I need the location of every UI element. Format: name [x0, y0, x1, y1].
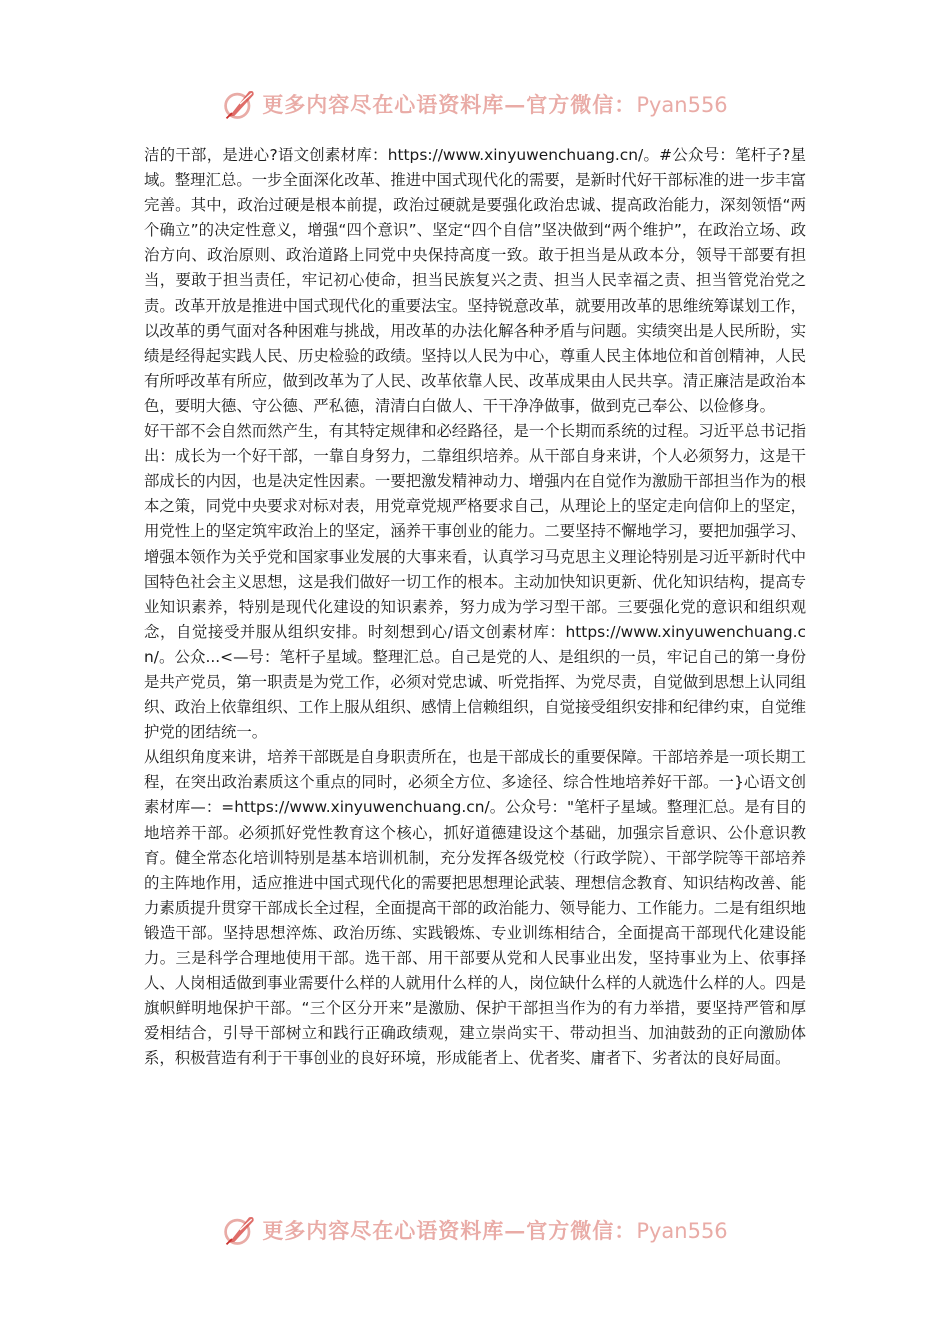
- quill-logo-icon: [222, 1212, 258, 1248]
- wechat-id: Pyan556: [636, 1219, 728, 1243]
- paragraph: 好干部不会自然而然产生，有其特定规律和必经路径，是一个长期而系统的过程。习近平总书记指出：成长为一个好干部，一靠自身努力，二靠组织培养。从干部自身来讲，个人必须努力，这是干部成长的内因，也是决定性因素。一要把激发精神动力、增强内在自觉作为激励干部担当作为的根本之策，同党中央要求对标对表，用党章党规严格要求自己，从理论上的坚定走向信仰上的坚定，用党性上的坚定筑牢政治上的坚定，涵养干事创业的能力。二要坚持不懈地学习，要把加强学习、增强本领作为关乎党和国家事业发展的大事来看，认真学习马克思主义理论特别是习近平新时代中国特色社会主义思想，这是我们做好一切工作的根本。主动加快知识更新、优化知识结构，提高专业知识素养，特别是现代化建设的知识素养，努力成为学习型干部。三要强化党的意识和组织观念，自觉接受并服从组织安排。时刻想到心/语文创素材库：https://www.xinyuwenchuang.cn/。公众...<—号：笔杆子星域。整理汇总。自己是党的人、是组织的一员，牢记自己的第一身份是共产党员，第一职责是为党工作，必须对党忠诚、听党指挥、为党尽责，自觉做到思想上认同组织、政治上依靠组织、工作上服从组织、感情上信赖组织，自觉接受组织安排和纪律约束，自觉维护党的团结统一。: [144, 422, 806, 742]
- banner-text: 更多内容尽在心语资料库—官方微信：Pyan556: [262, 92, 728, 117]
- article-body: [144, 143, 806, 1071]
- wechat-id: Pyan556: [636, 93, 728, 117]
- paragraph: 洁的干部，是进心?语文创素材库：https://www.xinyuwenchuang.cn/。#公众号：笔杆子?星域。整理汇总。一步全面深化改革、推进中国式现代化的需要，是新时代好干部标准的进一步丰富完善。其中，政治过硬是根本前提，政治过硬就是要强化政治忠诚、提高政治能力，深刻领悟“两个确立”的决定性意义，增强“四个意识”、坚定“四个自信”坚决做到“两个维护”，在政治立场、政治方向、政治原则、政治道路上同党中央保持高度一致。敢于担当是从政本分，领导干部要有担当，要敢于担当责任，牢记初心使命，担当民族复兴之责、担当人民幸福之责、担当管党治党之责。改革开放是推进中国式现代化的重要法宝。坚持锐意改革，就要用改革的思维统筹谋划工作，以改革的勇气面对各种困难与挑战，用改革的办法化解各种矛盾与问题。实绩突出是人民所盼，实绩是经得起实践人民、历史检验的政绩。坚持以人民为中心，尊重人民主体地位和首创精神，人民有所呼改革有所应，做到改革为了人民、改革依靠人民、改革成果由人民共享。清正廉洁是政治本色，要明大德、守公德、严私德，清清白白做人、干干净净做事，做到克己奉公、以俭修身。: [144, 146, 806, 415]
- header-banner: [0, 82, 950, 126]
- footer-banner: [0, 1208, 950, 1252]
- paragraph: 从组织角度来讲，培养干部既是自身职责所在，也是干部成长的重要保障。干部培养是一项长期工程，在突出政治素质这个重点的同时，必须全方位、多途径、综合性地培养好干部。一}心语文创素材库—：=https://www.xinyuwenchuang.cn/。公众号："笔杆子星域。整理汇总。是有目的地培养干部。必须抓好党性教育这个核心，抓好道德建设这个基础，加强宗旨意识、公仆意识教育。健全常态化培训特别是基本培训机制，充分发挥各级党校（行政学院）、干部学院等干部培养的主阵地作用，适应推进中国式现代化的需要把思想理论武装、理想信念教育、知识结构改善、能力素质提升贯穿干部成长全过程，全面提高干部的政治能力、领导能力、工作能力。二是有组织地锻造干部。坚持思想淬炼、政治历练、实践锻炼、专业训练相结合，全面提高干部现代化建设能力。三是科学合理地使用干部。选干部、用干部要从党和人民事业出发，坚持事业为上、依事择人、人岗相适做到事业需要什么样的人就用什么样的人，岗位缺什么样的人就选什么样的人。四是旗帜鲜明地保护干部。“三个区分开来”是激励、保护干部担当作为的有力举措，要坚持严管和厚爱相结合，引导干部树立和践行正确政绩观，建立崇尚实干、带动担当、加油鼓劲的正向激励体系，积极营造有利于干事创业的良好环境，形成能者上、优者奖、庸者下、劣者汰的良好局面。: [144, 748, 806, 1068]
- quill-logo-icon: [222, 86, 258, 122]
- banner-text: 更多内容尽在心语资料库—官方微信：Pyan556: [262, 1218, 728, 1243]
